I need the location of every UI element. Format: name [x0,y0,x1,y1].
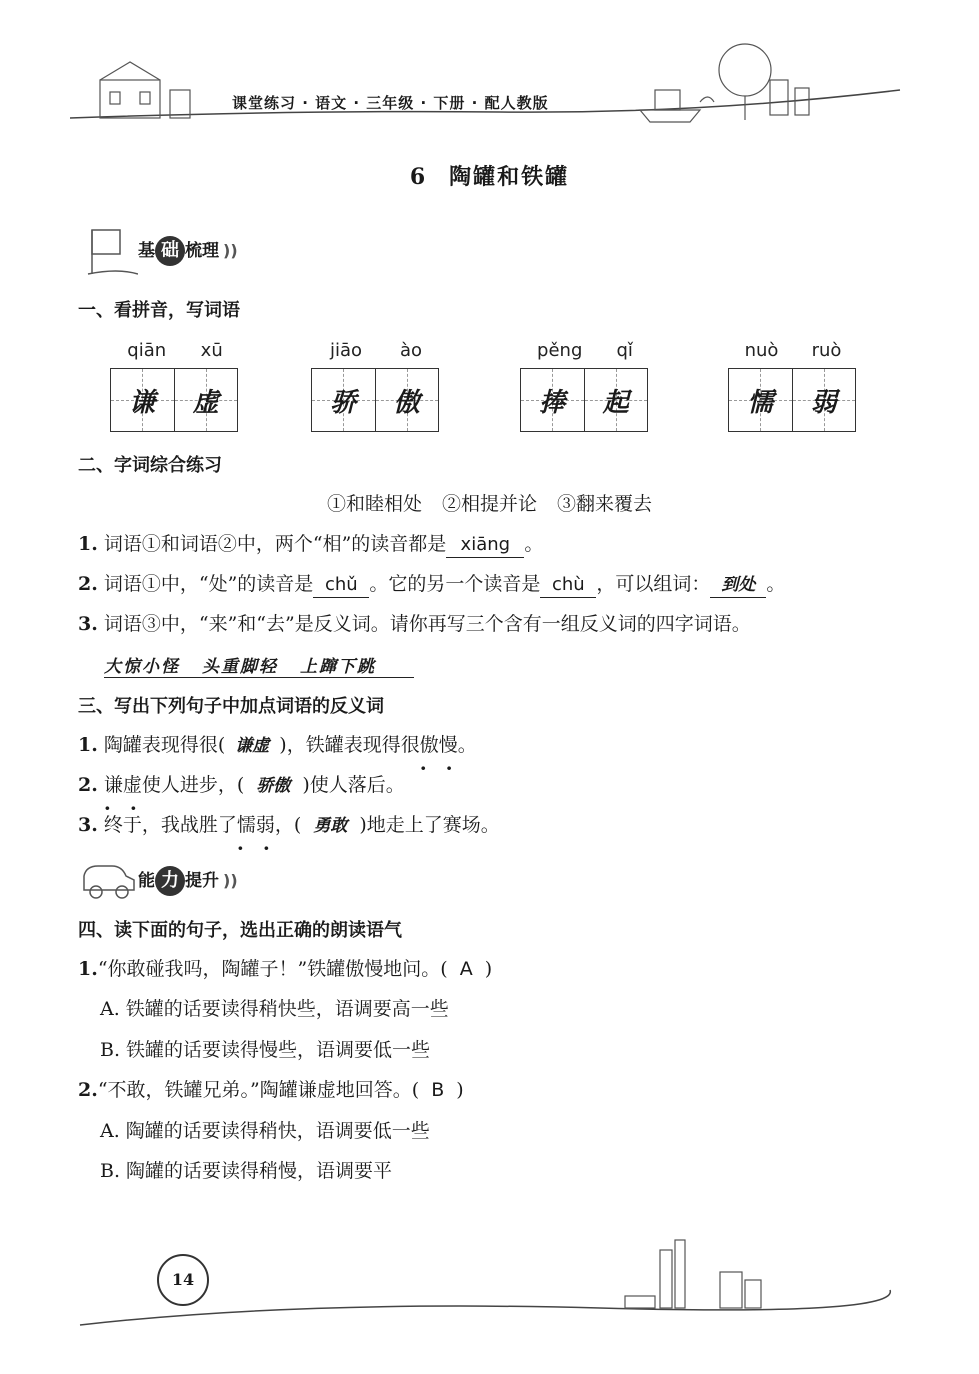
answer-char: 弱 [810,387,837,418]
badge-text [138,866,238,896]
tian-grid [311,368,439,432]
question-text: 使人进步，( [141,774,245,796]
pinyin-group-1 [110,340,240,432]
s3-question-1 [78,731,477,760]
question-number: 1. [78,533,98,555]
lesson-number: 6 [409,164,428,190]
question-text: ，( [274,814,302,836]
option: ③翻来覆去 [557,493,653,515]
s2-question-2 [78,570,785,598]
option: ②相提并论 [441,493,537,515]
deco-parens: )) [223,241,238,260]
pinyin: jiāo [329,340,363,361]
badge-big-char: 力 [155,866,185,896]
answer-text: 骄傲 [256,776,291,796]
answer-char: 捧 [539,387,566,418]
question-text: ，可以组词： [596,573,711,595]
question-text: 词语③中，“来”和“去”是反义词。请你再写三个含有一组反义词的四字词语。 [97,613,751,635]
tian-grid [520,368,648,432]
question-text: 。 [457,734,477,756]
s2-q3-answer-line [104,652,414,678]
s3-question-3 [78,811,500,840]
s4-question-2 [78,1076,464,1104]
dotted-word: 傲慢 · · [420,731,458,759]
deco-parens: )) [223,871,238,890]
s2-question-1 [78,530,543,558]
flag-icon [78,222,138,282]
question-text: 。 [524,533,544,555]
answer-blank: chǔ [313,573,369,598]
word-options [0,489,979,516]
answer-char: 起 [602,387,629,418]
answer-blank: xiāng [446,533,524,558]
question-number: 3. [78,814,98,836]
answer-choice: A [459,958,473,980]
footer-decoration [0,1230,979,1340]
section-badge-advanced [78,852,278,912]
question-number: 1. [78,958,98,980]
dotted-word: 懦弱 · · [237,811,275,839]
question-text: ) [456,1079,464,1101]
question-text: )，铁罐表现得很 [279,734,420,756]
answer-blank: chù [540,573,596,598]
city-icon [625,1240,761,1308]
question-number: 2. [78,573,98,595]
badge-big-char: 础 [155,236,185,266]
pinyin: ruò [811,340,842,361]
question-number: 2. [78,774,98,796]
question-text: 终于，我战胜了 [97,814,237,836]
answer-phrase: 上蹿下跳 [300,657,376,677]
badge-chars: 提升 [185,871,219,891]
answer-char: 骄 [330,387,357,418]
question-text: 词语①中，“处”的读音是 [97,573,314,595]
answer-text: 谦虚 [235,736,270,756]
pinyin: pěng [537,340,583,361]
question-text: ) [484,958,493,980]
badge-text [138,236,238,266]
answer-blank: 到处 [710,573,766,598]
s3-question-2 [78,771,405,800]
answer-choice: B [431,1079,445,1101]
lesson-title: 陶罐和铁罐 [449,164,570,190]
badge-chars: 梳理 [185,241,219,261]
option: ①和睦相处 [326,493,422,515]
question-text: )地走上了赛场。 [359,814,500,836]
badge-char: 基 [138,241,155,261]
pinyin-group-2 [311,340,441,432]
tian-grid [728,368,856,432]
question-number: 3. [78,613,98,635]
section4-heading: 四、读下面的句子，选出正确的朗读语气 [78,920,402,941]
question-text: 。 [766,573,786,595]
s4-q1-option-a: A. 铁罐的话要读得稍快些，语调要高一些 [100,998,449,1020]
pinyin-group-3 [520,340,650,432]
boat-icon [640,90,714,122]
house-icon [100,62,190,118]
page-number: 14 [157,1254,209,1306]
question-text: 词语①和词语②中，两个“相”的读音都是 [97,533,447,555]
answer-char: 傲 [393,387,420,418]
question-text: 陶罐表现得很( [97,734,226,756]
header-decoration [0,40,979,140]
answer-char: 虚 [192,387,219,418]
header-text: 课堂练习 · 语文 · 三年级 · 下册 · 配人教版 [232,94,549,112]
pinyin-group-4 [728,340,858,432]
s4-q1-option-b: B. 铁罐的话要读得慢些，语调要低一些 [100,1039,431,1061]
pinyin: nuò [744,340,779,361]
s2-question-3 [78,610,751,638]
answer-text: 勇敢 [313,816,348,836]
dotted-word: 谦虚 · · [104,771,142,799]
answer-phrase: 头重脚轻 [202,657,278,677]
answer-char: 懦 [747,387,774,418]
answer-char: 谦 [129,387,156,418]
tian-grid [110,368,238,432]
page-title [0,160,979,191]
car-icon [78,856,140,906]
question-text: “你敢碰我吗，陶罐子！”铁罐傲慢地问。( [97,958,448,980]
pinyin: qiān [127,340,167,361]
question-text: )使人落后。 [302,774,405,796]
section3-heading: 三、写出下列句子中加点词语的反义词 [78,696,384,717]
section2-heading: 二、字词综合练习 [78,455,222,476]
pinyin: qǐ [616,340,633,361]
question-number: 1. [78,734,98,756]
question-text: 。它的另一个读音是 [369,573,541,595]
badge-char: 能 [138,871,155,891]
s4-question-1 [78,955,492,983]
question-number: 2. [78,1079,98,1101]
pinyin: ào [399,340,423,361]
section1-heading: 一、看拼音，写词语 [78,300,240,321]
s4-q2-option-a: A. 陶罐的话要读得稍快，语调要低一些 [100,1120,430,1142]
tree-icon [719,44,809,120]
pinyin: xū [200,340,223,361]
answer-phrase: 大惊小怪 [104,657,180,677]
s4-q2-option-b: B. 陶罐的话要读得稍慢，语调要平 [100,1160,393,1182]
question-text: “不敢，铁罐兄弟。”陶罐谦虚地回答。( [97,1079,420,1101]
section-badge-basic [78,222,278,282]
